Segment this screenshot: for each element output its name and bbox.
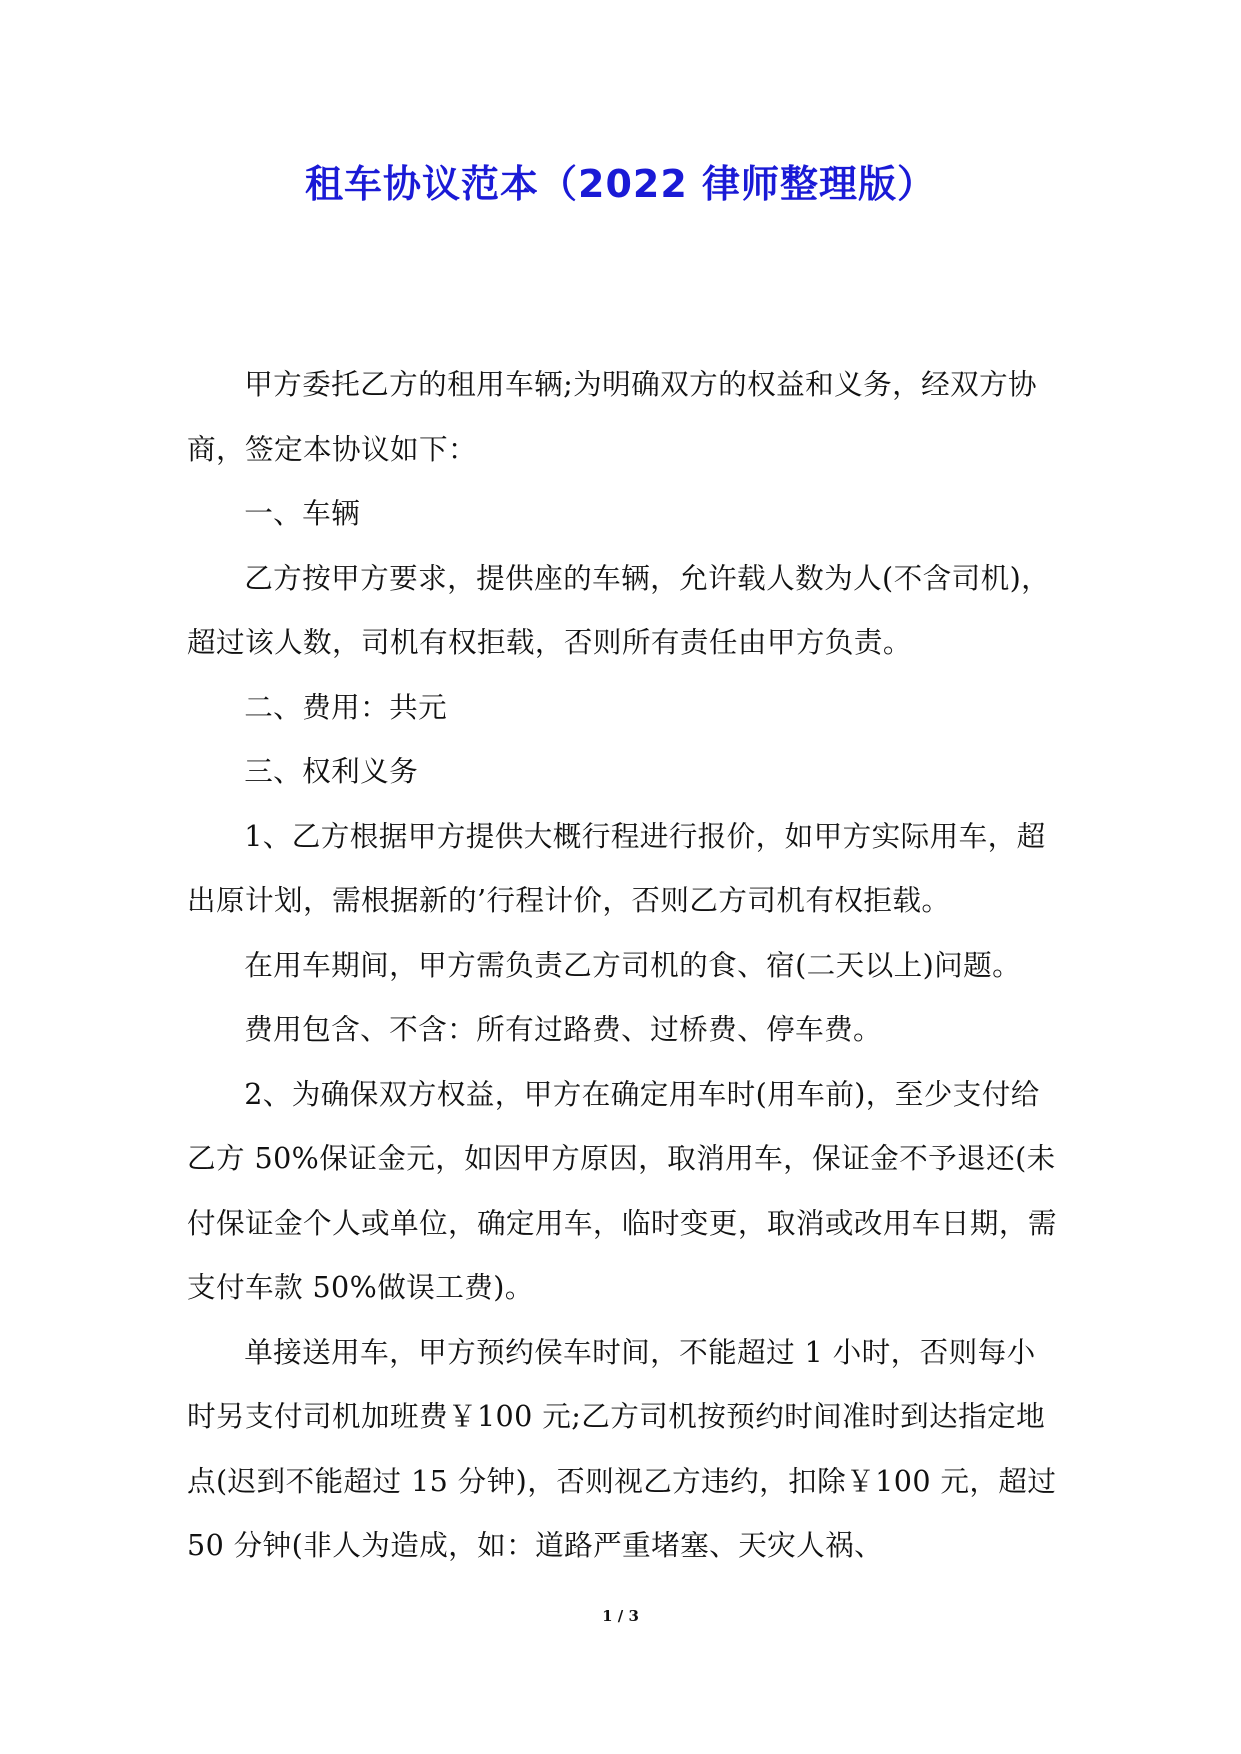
paragraph-vehicle: 乙方按甲方要求，提供座的车辆，允许载人数为人(不含司机)，超过该人数，司机有权拒载，否则所有责任由甲方负责。	[187, 560, 1051, 659]
section-heading-fee: 二、费用：共元	[244, 689, 448, 724]
page-number: 1 / 3	[602, 1607, 639, 1625]
section-heading-rights: 三、权利义务	[244, 754, 419, 788]
paragraph-clause-2: 2、为确保双方权益，甲方在确定用车时(用车前)，至少支付给乙方 50%保证金元，如因甲方原因，取消用车，保证金不予退还(未付保证金个人或单位，确定用车，临时变更，取消或改用车日期，需支付车款 50%做误工费)。	[187, 1076, 1057, 1304]
paragraph-fees-included: 费用包含、不含：所有过路费、过桥费、停车费。	[244, 1012, 883, 1046]
document-body	[187, 352, 1057, 1578]
paragraph-meals: 在用车期间，甲方需负责乙方司机的食、宿(二天以上)问题。	[244, 947, 1022, 982]
section-heading-vehicle: 一、车辆	[244, 496, 361, 530]
paragraph-clause-1: 1、乙方根据甲方提供大概行程进行报价，如甲方实际用车，超出原计划，需根据新的’行程计价，否则乙方司机有权拒载。	[187, 818, 1046, 917]
paragraph-pickup: 单接送用车，甲方预约侯车时间，不能超过 1 小时，否则每小时另支付司机加班费￥100 元;乙方司机按预约时间准时到达指定地点(迟到不能超过 15 分钟)，否则视乙方违约，扣除￥100 元，超过 50 分钟(非人为造成，如：道路严重堵塞、天灾人祸、	[187, 1334, 1057, 1562]
document-title: 租车协议范本（2022 律师整理版）	[305, 162, 936, 206]
paragraph-intro: 甲方委托乙方的租用车辆;为明确双方的权益和义务，经双方协商，签定本协议如下：	[187, 367, 1038, 466]
